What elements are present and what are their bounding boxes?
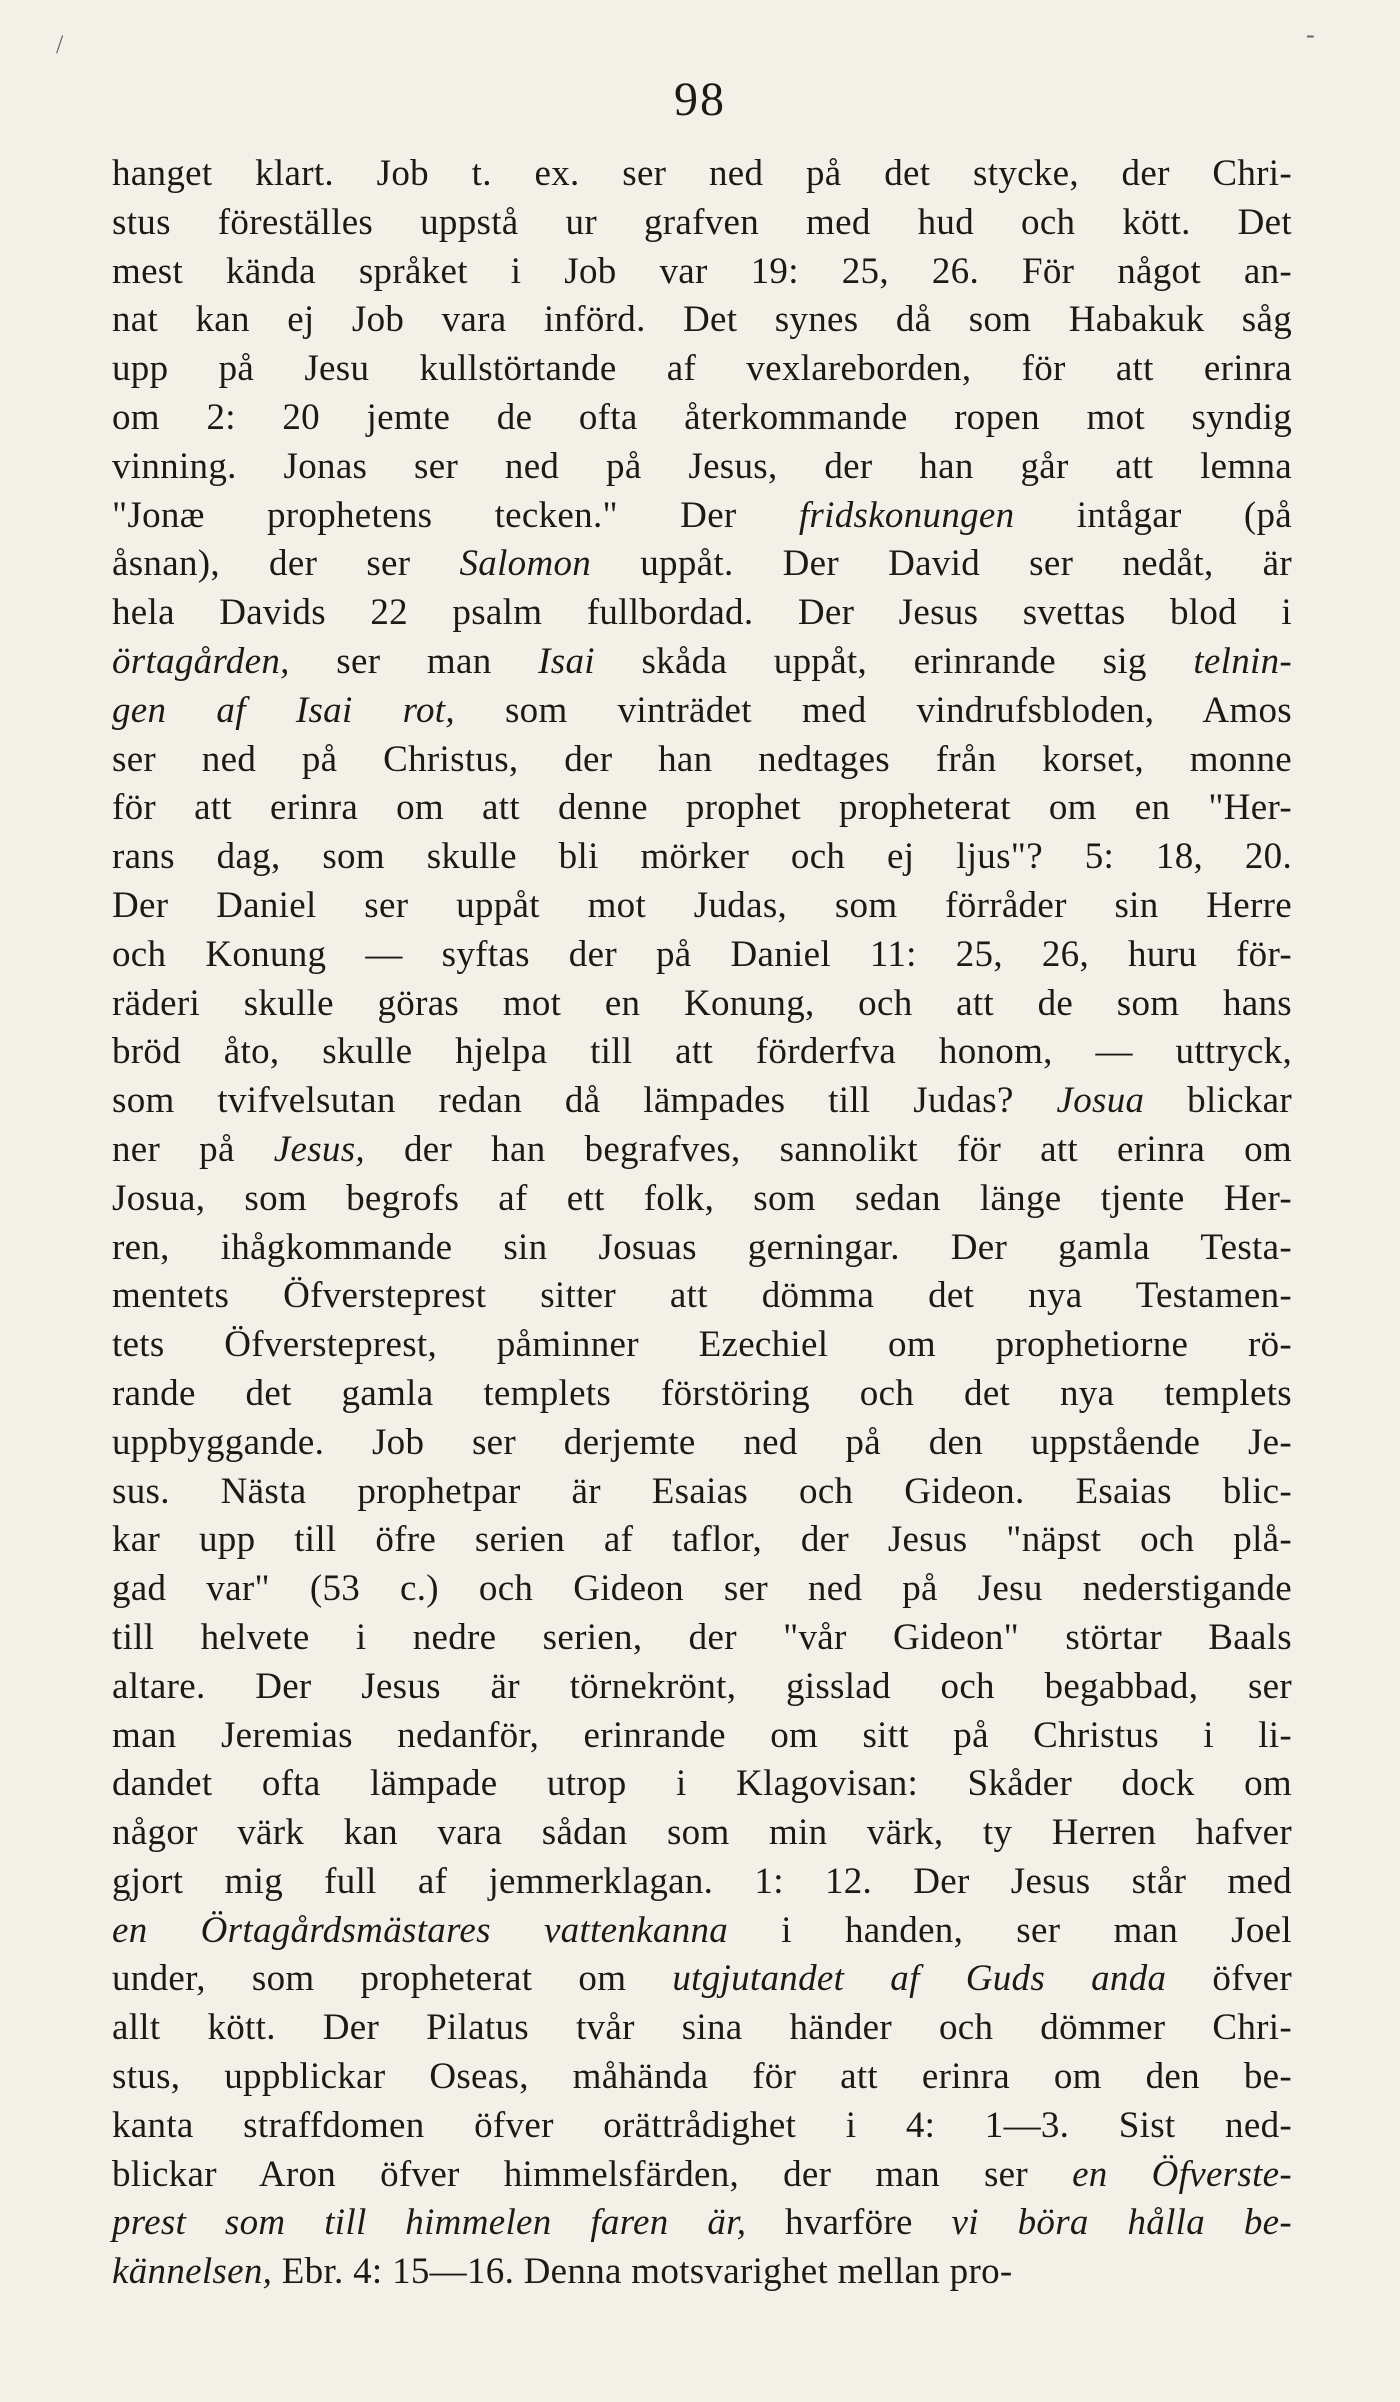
text-segment: vinning. Jonas ser ned på Jesus, der han går att lemna [112,445,1292,487]
text-segment: sus. Nästa prophetpar är Esaias och Gideon. Esaias blic- [112,1470,1292,1512]
text-line [112,1614,1292,1663]
text-line [112,1272,1292,1321]
text-line [112,394,1292,443]
text-segment: räderi skulle göras mot en Konung, och att de som hans [112,982,1292,1024]
text-line [112,2151,1292,2200]
text-segment: ser man [289,640,539,682]
text-line [112,1126,1292,1175]
text-segment: som tvifvelsutan redan då lämpades till Judas? [112,1080,1057,1122]
italic-segment: prest som till himmelen faren är, [112,2202,747,2244]
text-segment: uppbyggande. Job ser derjemte ned på den uppstående Je- [112,1421,1292,1463]
text-line [112,248,1292,297]
text-line [112,736,1292,785]
text-line [112,1809,1292,1858]
text-segment: i handen, ser man Joel [728,1909,1292,1951]
text-segment: tets Öfversteprest, påminner Ezechiel om prophetiorne rö- [112,1324,1292,1366]
text-segment: och Konung — syftas der på Daniel 11: 25, 26, huru för- [112,933,1292,975]
text-segment: hela Davids 22 psalm fullbordad. Der Jesus svettas blod i [112,592,1292,634]
text-line [112,1565,1292,1614]
text-segment: ner på [112,1128,274,1170]
text-segment: som vinträdet med vindrufsbloden, Amos [454,689,1292,731]
text-line [112,1028,1292,1077]
text-segment: kar upp till öfre serien af taflor, der Jesus "näpst och plå- [112,1519,1292,1561]
text-segment: ren, ihågkommande sin Josuas gerningar. Der gamla Testa- [112,1226,1292,1268]
text-segment: gad var" (53 c.) och Gideon ser ned på Jesu nederstigande [112,1568,1292,1610]
text-segment: dandet ofta lämpade utrop i Klagovisan: Skåder dock om [112,1763,1292,1805]
text-line [112,2004,1292,2053]
text-line [112,1712,1292,1761]
text-segment: mest kända språket i Job var 19: 25, 26. För något an- [112,250,1292,292]
italic-segment: en Örtagårdsmästares vattenkanna [112,1909,729,1951]
italic-segment: Jesus, [273,1128,365,1170]
text-segment: blickar [1144,1080,1292,1122]
text-segment: för att erinra om att denne prophet propheterat om en "Her- [112,787,1292,829]
italic-segment: telnin- [1193,640,1292,682]
text-line [112,1175,1292,1224]
margin-mark: - [1306,20,1315,49]
italic-segment: Salomon [459,543,592,585]
text-segment: under, som propheterat om [112,1958,673,2000]
text-line [112,589,1292,638]
text-line [112,638,1292,687]
italic-segment: utgjutandet af Guds anda [672,1958,1167,2000]
margin-mark: / [56,30,64,59]
italic-segment: en Öfverste- [1072,2153,1292,2195]
text-segment: upp på Jesu kullstörtande af vexlareborden, för att erinra [112,348,1292,390]
text-line [112,687,1292,736]
text-line [112,1077,1292,1126]
text-line [112,882,1292,931]
text-segment: Josua, som begrofs af ett folk, som sedan länge tjente Her- [112,1177,1292,1219]
italic-segment: gen af Isai rot, [112,689,455,731]
text-line [112,1468,1292,1517]
text-segment: altare. Der Jesus är törnekrönt, gisslad och begabbad, ser [112,1665,1292,1707]
text-line [112,1760,1292,1809]
text-line [112,1663,1292,1712]
text-line [112,784,1292,833]
text-line [112,150,1292,199]
body-text [112,150,1292,2297]
text-line [112,2053,1292,2102]
text-segment: stus, uppblickar Oseas, måhända för att erinra om den be- [112,2056,1292,2098]
text-segment: intågar (på [1014,494,1292,536]
text-line [112,296,1292,345]
italic-segment: örtagården, [112,640,290,682]
text-segment: kanta straffdomen öfver orättrådighet i 4: 1—3. Sist ned- [112,2104,1292,2146]
text-line [112,540,1292,589]
text-line [112,1955,1292,2004]
italic-segment: Josua [1056,1080,1145,1122]
text-segment: rande det gamla templets förstöring och det nya templets [112,1372,1292,1414]
text-line [112,1907,1292,1956]
text-line [112,199,1292,248]
text-segment: till helvete i nedre serien, der "vår Gideon" störtar Baals [112,1616,1292,1658]
text-segment: bröd åto, skulle hjelpa till att förderfva honom, — uttryck, [112,1031,1292,1073]
text-line [112,443,1292,492]
text-line [112,1858,1292,1907]
italic-segment: vi böra hålla be- [951,2202,1292,2244]
text-line [112,1370,1292,1419]
text-line [112,2102,1292,2151]
text-line [112,980,1292,1029]
text-line [112,2199,1292,2248]
text-segment: om 2: 20 jemte de ofta återkommande ropen mot syndig [112,396,1292,438]
text-segment: der han begrafves, sannolikt för att erinra om [364,1128,1292,1170]
italic-segment: Isai [538,640,595,682]
text-segment: skåda uppåt, erinrande sig [594,640,1194,682]
text-segment: ser ned på Christus, der han nedtages från korset, monne [112,738,1292,780]
text-segment: nat kan ej Job vara införd. Det synes då som Habakuk såg [112,299,1292,341]
text-line [112,833,1292,882]
text-line [112,492,1292,541]
text-segment: "Jonæ prophetens tecken." Der [112,494,799,536]
text-line [112,1419,1292,1468]
text-segment: man Jeremias nedanför, erinrande om sitt på Christus i li- [112,1714,1292,1756]
italic-segment: fridskonungen [798,494,1015,536]
text-line [112,1224,1292,1273]
text-segment: gjort mig full af jemmerklagan. 1: 12. Der Jesus står med [112,1860,1292,1902]
text-line [112,1516,1292,1565]
text-segment: Ebr. 4: 15—16. Denna motsvarighet mellan pro- [272,2251,1013,2293]
text-line [112,1321,1292,1370]
italic-segment: kännelsen, [112,2251,273,2293]
text-segment: blickar Aron öfver himmelsfärden, der man ser [112,2153,1073,2195]
text-segment: allt kött. Der Pilatus tvår sina händer och dömmer Chri- [112,2007,1292,2049]
text-line [112,931,1292,980]
text-segment: någor värk kan vara sådan som min värk, ty Herren hafver [112,1812,1292,1854]
page-number: 98 [674,73,726,126]
text-segment: stus föreställes uppstå ur grafven med hud och kött. Det [112,201,1292,243]
text-segment: rans dag, som skulle bli mörker och ej ljus"? 5: 18, 20. [112,836,1292,878]
text-segment: uppåt. Der David ser nedåt, är [591,543,1292,585]
text-line [112,2248,1292,2297]
text-line [112,345,1292,394]
text-segment: åsnan), der ser [112,543,460,585]
text-segment: hanget klart. Job t. ex. ser ned på det stycke, der Chri- [112,153,1292,194]
text-segment: hvarföre [746,2202,952,2244]
text-segment: mentets Öfversteprest sitter att dömma det nya Testamen- [112,1275,1292,1317]
text-segment: Der Daniel ser uppåt mot Judas, som förråder sin Herre [112,884,1292,926]
text-segment: öfver [1166,1958,1292,2000]
